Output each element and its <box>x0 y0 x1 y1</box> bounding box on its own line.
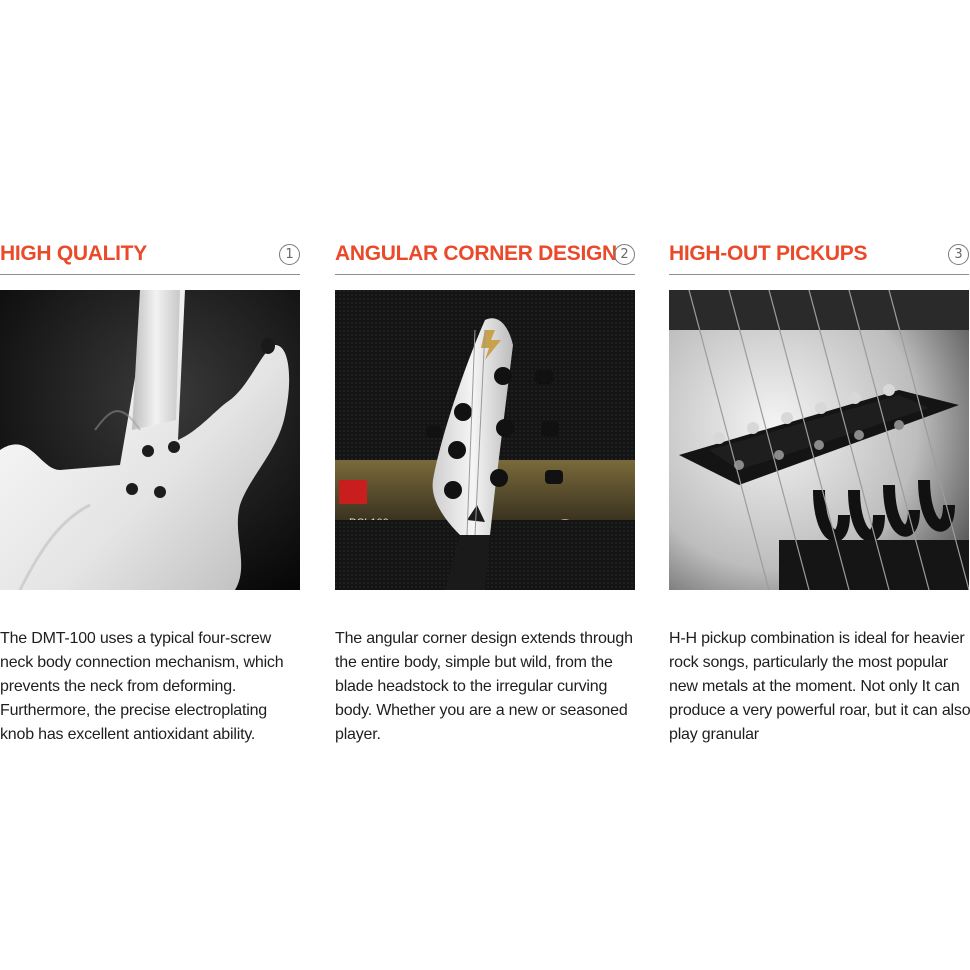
feature-title: ANGULAR CORNER DESIGN <box>335 242 617 265</box>
headstock-photo <box>335 290 635 590</box>
feature-high-out-pickups <box>669 238 970 743</box>
feature-header <box>0 238 300 275</box>
neck-joint-photo <box>0 290 300 590</box>
blade-headstock-icon <box>335 290 635 590</box>
feature-description: The DMT-100 uses a typical four-screw neck body connection mechanism, which prevents the neck from deforming. Furthermore, the precise electroplating knob has excellent antioxidant ability. <box>0 630 284 743</box>
guitar-neck-joint-icon <box>0 290 300 590</box>
feature-description: H-H pickup combination is ideal for heavier rock songs, particularly the most popular new metals at the moment. Not only It can produce a very powerful roar, but it can also play granular <box>669 630 970 743</box>
feature-number-badge: 1 <box>279 244 300 265</box>
pickups-photo <box>669 290 969 590</box>
feature-angular-corner-design <box>335 238 635 743</box>
feature-title: HIGH QUALITY <box>0 242 147 265</box>
feature-header <box>669 238 969 275</box>
feature-number-badge: 3 <box>948 244 969 265</box>
feature-title: HIGH-OUT PICKUPS <box>669 242 868 265</box>
feature-description: The angular corner design extends through the entire body, simple but wild, from the blade headstock to the irregular curving body. Whether you are a new or seasoned player. <box>335 630 633 743</box>
feature-number-badge: 2 <box>614 244 635 265</box>
feature-header <box>335 238 635 275</box>
humbucker-pickup-icon <box>669 290 969 590</box>
feature-high-quality <box>0 238 300 743</box>
